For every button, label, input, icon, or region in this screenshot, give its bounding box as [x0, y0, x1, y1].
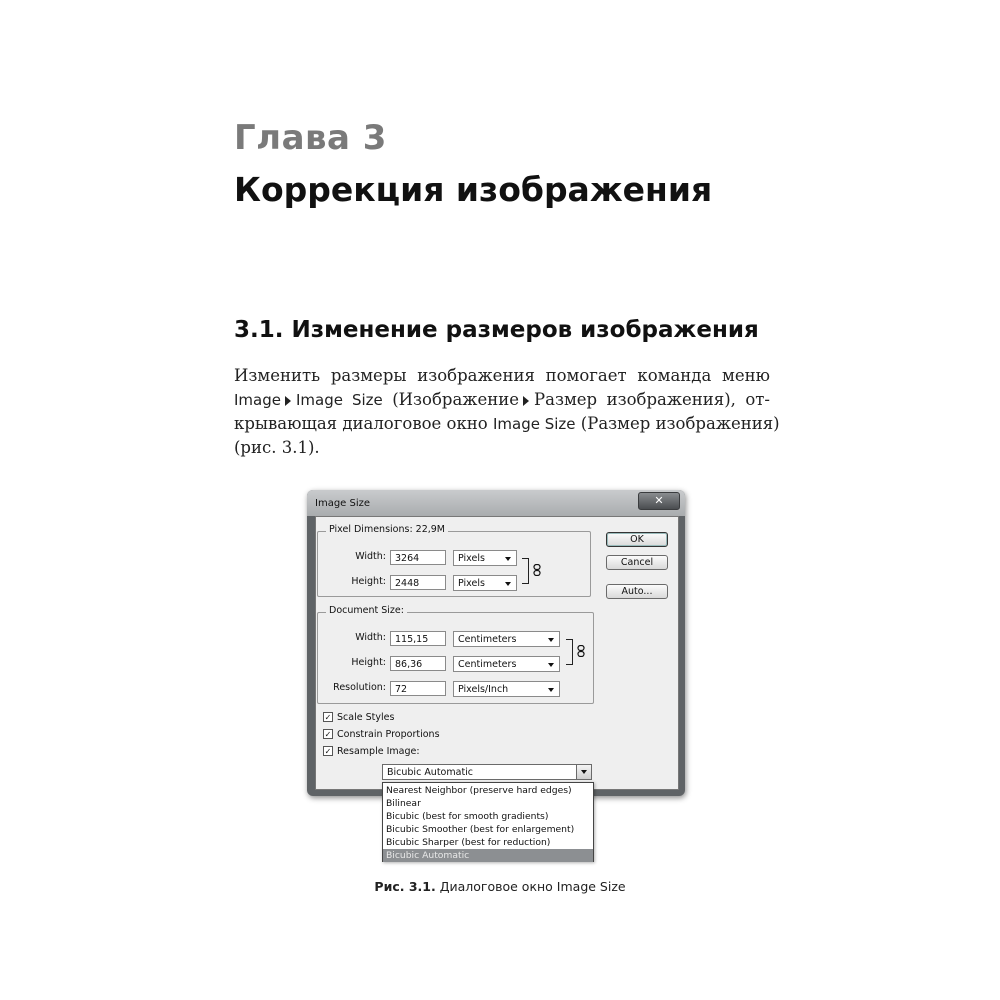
resolution-input[interactable]: 72 — [390, 681, 446, 696]
option-bicubic-automatic[interactable]: Bicubic Automatic — [383, 849, 593, 862]
option-bicubic-sharper[interactable]: Bicubic Sharper (best for reduction) — [386, 837, 551, 848]
resolution-unit-select[interactable]: Pixels/Inch — [453, 681, 560, 697]
menu-image: Image — [234, 391, 281, 409]
dropdown-button[interactable] — [576, 765, 591, 779]
checkmark-icon: ✓ — [324, 713, 332, 722]
paragraph-line-4: (рис. 3.1). — [234, 438, 320, 457]
dialog-title: Image Size — [315, 498, 371, 509]
option-bicubic-smoother[interactable]: Bicubic Smoother (best for enlargement) — [386, 824, 575, 835]
menu-arrow-icon — [285, 396, 291, 406]
checkmark-icon: ✓ — [324, 747, 332, 756]
doc-height-input[interactable]: 86,36 — [390, 656, 446, 671]
chain-link-icon — [533, 564, 541, 576]
figure-caption: Рис. 3.1. Диалоговое окно Image Size — [374, 879, 626, 894]
pixel-width-unit-select[interactable]: Pixels — [453, 550, 517, 566]
document-size-legend: Document Size: — [326, 605, 407, 616]
chevron-down-icon — [548, 638, 554, 642]
auto-button[interactable]: Auto... — [606, 584, 668, 599]
paragraph-line-3: крывающая диалоговое окно Image Size (Размер изображения) — [234, 414, 780, 433]
resample-method-select[interactable]: Bicubic Automatic — [382, 764, 592, 780]
section-title: 3.1. Изменение размеров изображения — [234, 317, 759, 343]
menu-image-size: Image Size — [295, 391, 383, 409]
resample-options-list — [382, 782, 594, 862]
chain-link-icon — [577, 645, 585, 657]
paragraph-line-2: Image Image Size (Изображение Размер изображения), от- — [234, 390, 770, 409]
pixel-height-label: Height: — [351, 576, 386, 587]
doc-width-input[interactable]: 115,15 — [390, 631, 446, 646]
chevron-down-icon — [548, 663, 554, 667]
chapter-title: Коррекция изображения — [234, 170, 713, 209]
pixel-height-input[interactable]: 2448 — [390, 575, 446, 590]
menu-arrow-icon — [523, 396, 529, 406]
doc-width-unit-select[interactable]: Centimeters — [453, 631, 560, 647]
pixel-width-input[interactable]: 3264 — [390, 550, 446, 565]
pixel-width-label: Width: — [355, 551, 386, 562]
pixel-height-unit-select[interactable]: Pixels — [453, 575, 517, 591]
option-nearest-neighbor[interactable]: Nearest Neighbor (preserve hard edges) — [386, 785, 572, 796]
close-button[interactable]: ✕ — [638, 492, 680, 510]
ok-button[interactable]: OK — [606, 532, 668, 547]
resolution-label: Resolution: — [333, 682, 386, 693]
chapter-number: Глава 3 — [234, 118, 387, 158]
chevron-down-icon — [505, 582, 511, 586]
chevron-down-icon — [505, 557, 511, 561]
chevron-down-icon — [548, 688, 554, 692]
pixel-dimensions-legend: Pixel Dimensions: 22,9M — [326, 524, 448, 535]
doc-height-unit-select[interactable]: Centimeters — [453, 656, 560, 672]
cancel-button[interactable]: Cancel — [606, 555, 668, 570]
doc-height-label: Height: — [351, 657, 386, 668]
doc-width-label: Width: — [355, 632, 386, 643]
paragraph-line-1: Изменить размеры изображения помогает команда меню — [234, 366, 770, 385]
constrain-bracket — [566, 639, 573, 665]
option-bicubic[interactable]: Bicubic (best for smooth gradients) — [386, 811, 549, 822]
chevron-down-icon — [581, 770, 587, 774]
option-bilinear[interactable]: Bilinear — [386, 798, 421, 809]
constrain-bracket — [522, 558, 529, 584]
checkmark-icon: ✓ — [324, 730, 332, 739]
